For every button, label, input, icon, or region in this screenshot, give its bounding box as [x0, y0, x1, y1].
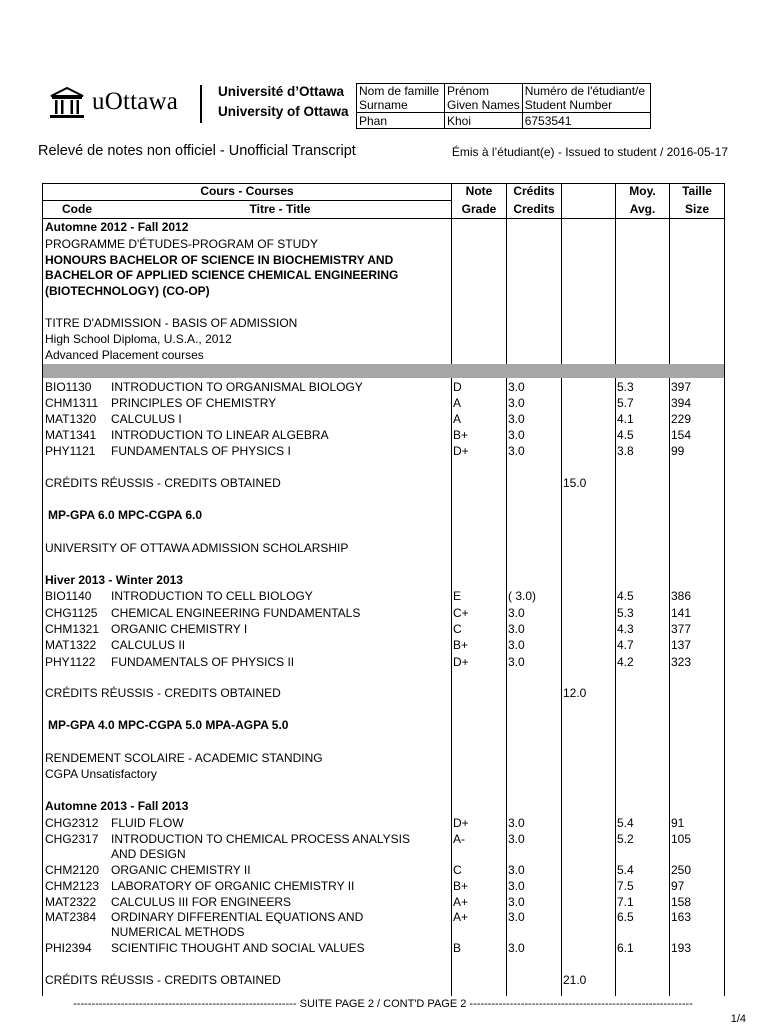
- course-title: CALCULUS III FOR ENGINEERS: [111, 895, 292, 909]
- program-line: (BIOTECHNOLOGY) (CO-OP): [45, 284, 210, 298]
- course-credits: 3.0: [508, 832, 525, 846]
- course-grade: B+: [453, 879, 469, 893]
- course-credits: 3.0: [508, 941, 525, 955]
- admission-label: TITRE D'ADMISSION - BASIS OF ADMISSION: [45, 316, 298, 330]
- section-separator-band: [43, 364, 724, 378]
- credits-fr-header: Crédits: [513, 184, 555, 198]
- document-title: Relevé de notes non officiel - Unofficial Transcript: [38, 143, 356, 159]
- course-size: 158: [671, 895, 692, 909]
- grade-column-divider: [451, 183, 452, 996]
- course-credits: 3.0: [508, 412, 525, 426]
- course-code: BIO1140: [45, 589, 92, 603]
- course-code: MAT1322: [45, 638, 97, 652]
- moy-header: Moy.: [629, 184, 656, 198]
- course-credits: 3.0: [508, 910, 525, 924]
- firstname-label-fr: Prénom: [445, 84, 523, 99]
- course-size: 141: [671, 606, 692, 620]
- courses-header: Cours - Courses: [200, 184, 294, 198]
- course-credits: 3.0: [508, 428, 525, 442]
- course-credits: 3.0: [508, 879, 525, 893]
- course-avg: 6.5: [617, 910, 634, 924]
- course-avg: 5.4: [617, 816, 634, 830]
- course-size: 97: [671, 879, 685, 893]
- term-heading: Hiver 2013 - Winter 2013: [45, 573, 183, 587]
- course-code: CHM2123: [45, 879, 100, 893]
- header-underline: [42, 200, 452, 201]
- course-avg: 4.1: [617, 412, 634, 426]
- course-grade: A+: [453, 895, 469, 909]
- course-code: CHM1321: [45, 622, 100, 636]
- number-label-fr: Numéro de l'étudiant/e: [522, 84, 650, 99]
- term-heading: Automne 2012 - Fall 2012: [45, 220, 189, 234]
- course-avg: 5.3: [617, 380, 634, 394]
- course-title: FUNDAMENTALS OF PHYSICS I: [111, 444, 291, 458]
- course-grade: D: [453, 380, 462, 394]
- course-credits: 3.0: [508, 622, 525, 636]
- course-avg: 5.3: [617, 606, 634, 620]
- course-credits: 3.0: [508, 380, 525, 394]
- course-size: 137: [671, 638, 692, 652]
- course-code: PHY1121: [45, 444, 96, 458]
- number-label-en: Student Number: [522, 98, 650, 113]
- course-grade: C: [453, 863, 462, 877]
- course-code: BIO1130: [45, 380, 92, 394]
- course-code: MAT2384: [45, 910, 97, 924]
- course-title: CHEMICAL ENGINEERING FUNDAMENTALS: [111, 606, 361, 620]
- course-title: FLUID FLOW: [111, 816, 184, 830]
- course-code: CHM2120: [45, 863, 100, 877]
- university-name-en: University of Ottawa: [218, 104, 349, 119]
- course-grade: E: [453, 589, 462, 603]
- course-grade: A: [453, 396, 462, 410]
- student-id-box: [356, 83, 651, 129]
- credits-obtained-label: CRÉDITS RÉUSSIS - CREDITS OBTAINED: [45, 973, 281, 987]
- course-grade: C+: [453, 606, 469, 620]
- course-title: ORGANIC CHEMISTRY II: [111, 863, 251, 877]
- course-title: INTRODUCTION TO CELL BIOLOGY: [111, 589, 313, 603]
- note-header: Note: [465, 184, 493, 198]
- firstname-label-en: Given Names: [445, 98, 523, 113]
- course-size: 193: [671, 941, 692, 955]
- program-label: PROGRAMME D'ÉTUDES-PROGRAM OF STUDY: [45, 237, 318, 251]
- code-header: Code: [62, 202, 92, 216]
- credits-obtained-label: CRÉDITS RÉUSSIS - CREDITS OBTAINED: [45, 686, 281, 700]
- page-number: 1/4: [730, 1013, 746, 1025]
- course-size: 394: [671, 396, 692, 410]
- course-code: PHI2394: [45, 941, 92, 955]
- course-credits: 3.0: [508, 655, 525, 669]
- title-header: Titre - Title: [249, 202, 311, 216]
- obtained-column-divider: [561, 183, 562, 996]
- gpa-summary: MP-GPA 6.0 MPC-CGPA 6.0: [48, 508, 203, 522]
- course-grade: B+: [453, 638, 469, 652]
- brand-wordmark: uOttawa: [92, 88, 179, 115]
- course-credits: 3.0: [508, 444, 525, 458]
- student-number-value: 6753541: [522, 113, 650, 129]
- course-title: LABORATORY OF ORGANIC CHEMISTRY II: [111, 879, 355, 893]
- course-code: PHY1122: [45, 655, 96, 669]
- avg-column-divider: [615, 183, 616, 996]
- course-size: 323: [671, 655, 692, 669]
- scholarship-note: UNIVERSITY OF OTTAWA ADMISSION SCHOLARSHIP: [45, 541, 349, 555]
- course-grade: A+: [453, 910, 469, 924]
- standing-label: RENDEMENT SCOLAIRE - ACADEMIC STANDING: [45, 751, 323, 765]
- course-grade: D+: [453, 655, 469, 669]
- continued-notice: ------------------------------------------------------------- SUITE PAGE 2 / CONT'D PAGE 2 -------------------------------------------------------------: [73, 998, 693, 1010]
- gpa-summary: MP-GPA 4.0 MPC-CGPA 5.0 MPA-AGPA 5.0: [48, 718, 289, 732]
- course-code: CHG2317: [45, 832, 99, 846]
- course-avg: 6.1: [617, 941, 634, 955]
- credits-column-divider: [506, 183, 507, 996]
- course-grade: A: [453, 412, 462, 426]
- course-avg: 4.3: [617, 622, 634, 636]
- credits-obtained-value: 21.0: [563, 973, 587, 987]
- course-credits: 3.0: [508, 863, 525, 877]
- standing-value: CGPA Unsatisfactory: [45, 767, 157, 781]
- program-line: BACHELOR OF APPLIED SCIENCE CHEMICAL ENGINEERING: [45, 268, 399, 282]
- lastname-label-fr: Nom de famille: [357, 84, 445, 99]
- course-avg: 7.5: [617, 879, 634, 893]
- course-avg: 4.5: [617, 589, 634, 603]
- course-title: ORDINARY DIFFERENTIAL EQUATIONS AND: [111, 910, 364, 924]
- course-avg: 5.2: [617, 832, 634, 846]
- course-size: 386: [671, 589, 692, 603]
- term-heading: Automne 2013 - Fall 2013: [45, 799, 189, 813]
- course-title: INTRODUCTION TO LINEAR ALGEBRA: [111, 428, 329, 442]
- course-grade: D+: [453, 444, 469, 458]
- course-title: SCIENTIFIC THOUGHT AND SOCIAL VALUES: [111, 941, 365, 955]
- course-code: MAT1320: [45, 412, 97, 426]
- admission-detail: High School Diploma, U.S.A., 2012: [45, 332, 232, 346]
- course-grade: C: [453, 622, 462, 636]
- credits-en-header: Credits: [513, 202, 555, 216]
- course-credits: 3.0: [508, 396, 525, 410]
- course-code: CHM1311: [45, 396, 99, 410]
- size-column-divider: [669, 183, 670, 996]
- course-title: ORGANIC CHEMISTRY I: [111, 622, 248, 636]
- uottawa-building-icon: [49, 86, 85, 120]
- lastname-value: Phan: [357, 113, 445, 129]
- course-avg: 4.5: [617, 428, 634, 442]
- course-title: FUNDAMENTALS OF PHYSICS II: [111, 655, 295, 669]
- course-size: 229: [671, 412, 692, 426]
- course-size: 250: [671, 863, 692, 877]
- credits-obtained-value: 15.0: [563, 476, 587, 490]
- credits-obtained-value: 12.0: [563, 686, 587, 700]
- course-title: CALCULUS II: [111, 638, 186, 652]
- course-size: 99: [671, 444, 685, 458]
- course-avg: 5.7: [617, 396, 634, 410]
- course-title: INTRODUCTION TO ORGANISMAL BIOLOGY: [111, 380, 363, 394]
- course-credits: 3.0: [508, 816, 525, 830]
- admission-detail: Advanced Placement courses: [45, 348, 204, 362]
- course-code: MAT1341: [45, 428, 97, 442]
- firstname-value: Khoi: [445, 113, 523, 129]
- credits-obtained-label: CRÉDITS RÉUSSIS - CREDITS OBTAINED: [45, 476, 281, 490]
- course-code: CHG2312: [45, 816, 99, 830]
- course-code: CHG1125: [45, 606, 98, 620]
- course-title-continued: NUMERICAL METHODS: [111, 925, 245, 939]
- course-grade: A-: [453, 832, 465, 846]
- course-grade: D+: [453, 816, 469, 830]
- course-title: CALCULUS I: [111, 412, 182, 426]
- course-size: 91: [671, 816, 685, 830]
- course-grade: B: [453, 941, 462, 955]
- course-title-continued: AND DESIGN: [111, 847, 186, 861]
- header-divider: [200, 85, 202, 123]
- size-header: Size: [684, 202, 709, 216]
- course-size: 377: [671, 622, 692, 636]
- program-line: HONOURS BACHELOR OF SCIENCE IN BIOCHEMISTRY AND: [45, 253, 394, 267]
- university-name-fr: Université d’Ottawa: [218, 84, 345, 99]
- course-size: 105: [671, 832, 692, 846]
- course-grade: B+: [453, 428, 469, 442]
- course-credits: ( 3.0): [508, 589, 537, 603]
- course-credits: 3.0: [508, 638, 525, 652]
- header-bottom-rule: [42, 218, 725, 219]
- lastname-label-en: Surname: [357, 98, 445, 113]
- course-title: INTRODUCTION TO CHEMICAL PROCESS ANALYSIS: [111, 832, 410, 846]
- course-code: MAT2322: [45, 895, 97, 909]
- course-avg: 4.7: [617, 638, 634, 652]
- course-size: 154: [671, 428, 692, 442]
- course-size: 163: [671, 910, 692, 924]
- course-avg: 4.2: [617, 655, 634, 669]
- course-credits: 3.0: [508, 606, 525, 620]
- course-avg: 5.4: [617, 863, 634, 877]
- course-credits: 3.0: [508, 895, 525, 909]
- course-avg: 7.1: [617, 895, 634, 909]
- course-size: 397: [671, 380, 692, 394]
- issued-date: Émis à l’étudiant(e) - Issued to student / 2016-05-17: [451, 145, 728, 159]
- course-title: PRINCIPLES OF CHEMISTRY: [111, 396, 277, 410]
- course-avg: 3.8: [617, 444, 634, 458]
- avg-header: Avg.: [629, 202, 656, 216]
- taille-header: Taille: [682, 184, 712, 198]
- grade-header: Grade: [461, 202, 497, 216]
